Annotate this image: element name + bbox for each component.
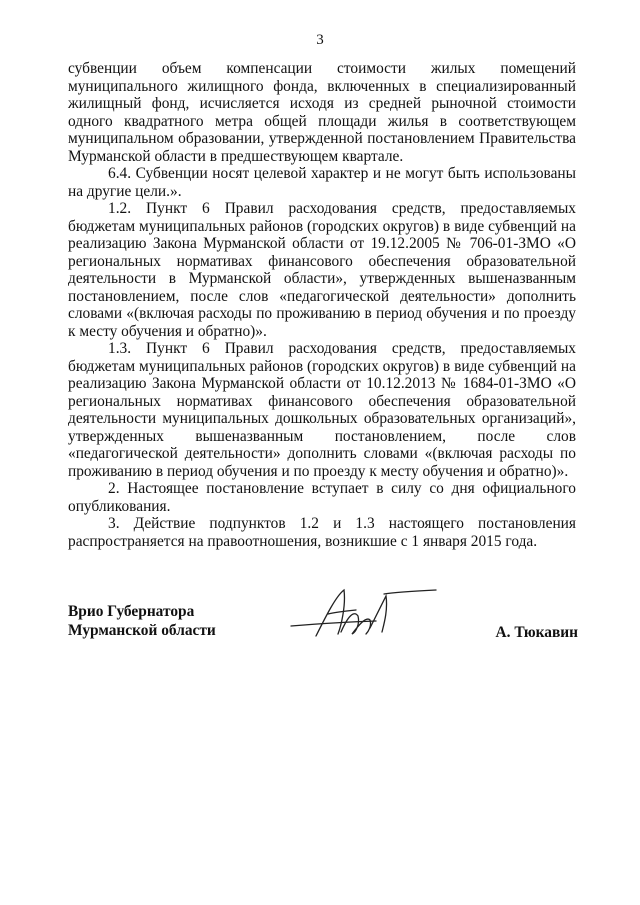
paragraph-5: 2. Настоящее постановление вступает в силу со дня официального опубликования.	[68, 480, 576, 515]
signatory-name: А. Тюкавин	[495, 624, 578, 641]
handwritten-signature	[286, 586, 446, 646]
signatory-title-line1: Врио Губернатора	[68, 603, 195, 620]
document-body	[68, 60, 576, 550]
paragraph-4: 1.3. Пункт 6 Правил расходования средств, предоставляемых бюджетам муниципальных районов (городских округов) в виде субвенций на реализацию Закона Мурманской области от 10.12.2013 № 1684-01-ЗМО «О региональных нормативах финансового обеспечения образовательной деятельности муниципальных дошкольных образовательных организаций», утвержденных вышеназванным постановлением, после слов «педагогической деятельности» дополнить словами «(включая расходы по проживанию в период обучения и по проезду к месту обучения и обратно)».	[68, 340, 576, 480]
paragraph-2: 6.4. Субвенции носят целевой характер и не могут быть использованы на другие цели.».	[68, 165, 576, 200]
page-number: 3	[316, 32, 324, 48]
paragraph-3: 1.2. Пункт 6 Правил расходования средств, предоставляемых бюджетам муниципальных районов (городских округов) в виде субвенций на реализацию Закона Мурманской области от 19.12.2005 № 706-01-ЗМО «О региональных нормативах финансового обеспечения образовательной деятельности в Мурманской области», утвержденных вышеназванным постановлением, после слов «педагогической деятельности» дополнить словами «(включая расходы по проживанию в период обучения и по проезду к месту обучения и обратно)».	[68, 200, 576, 340]
signatory-title-line2: Мурманской области	[68, 622, 216, 639]
signatory-title	[68, 602, 216, 640]
paragraph-1: субвенции объем компенсации стоимости жилых помещений муниципального жилищного фонда, включенных в специализированный жилищный фонд, исчисляется исходя из средней рыночной стоимости одного квадратного метра общей площади жилья в соответствующем муниципальном образовании, утвержденной постановлением Правительства Мурманской области в предшествующем квартале.	[68, 60, 576, 165]
signature-block	[68, 602, 578, 662]
paragraph-6: 3. Действие подпунктов 1.2 и 1.3 настоящего постановления распространяется на правоотношения, возникшие с 1 января 2015 года.	[68, 515, 576, 550]
